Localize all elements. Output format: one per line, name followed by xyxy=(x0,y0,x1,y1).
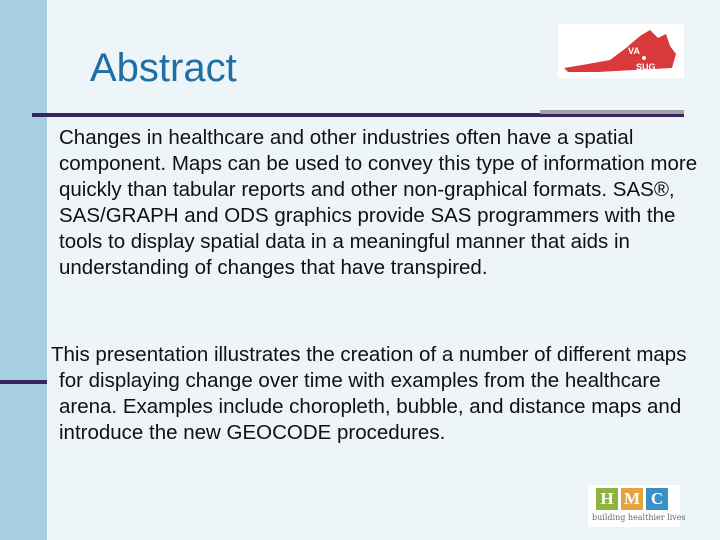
vasug-logo xyxy=(558,24,684,78)
vasug-logo-line2: SUG xyxy=(636,62,656,72)
hmc-logo xyxy=(588,485,686,527)
hmc-letter-m: M xyxy=(621,488,643,510)
left-sidebar-bar xyxy=(0,0,47,540)
hmc-letter-h: H xyxy=(596,488,618,510)
virginia-map-icon xyxy=(558,24,684,78)
abstract-paragraph-1: Changes in healthcare and other industries often have a spatial component. Maps can be used to convey this type of information more quickly than tabular reports and other non-graphical formats. SAS®, SAS/GRAPH and ODS graphics provide SAS programmers with the tools to display spatial data in a meaningful manner that aids in understanding of changes that have transpired. xyxy=(59,126,698,279)
hmc-letters xyxy=(596,488,668,510)
hmc-letter-c: C xyxy=(646,488,668,510)
hmc-tagline: building healthier lives xyxy=(592,513,686,522)
abstract-paragraph-2: This presentation illustrates the creation of a number of different maps for displaying change over time with examples from the healthcare arena. Examples include choropleth, bubble, and distance maps and introduce the new GEOCODE procedures. xyxy=(51,343,687,444)
slide-title: Abstract xyxy=(90,46,237,90)
vasug-logo-line1: VA xyxy=(628,46,640,56)
left-accent-mark xyxy=(0,380,47,384)
title-underline-accent xyxy=(540,110,684,114)
